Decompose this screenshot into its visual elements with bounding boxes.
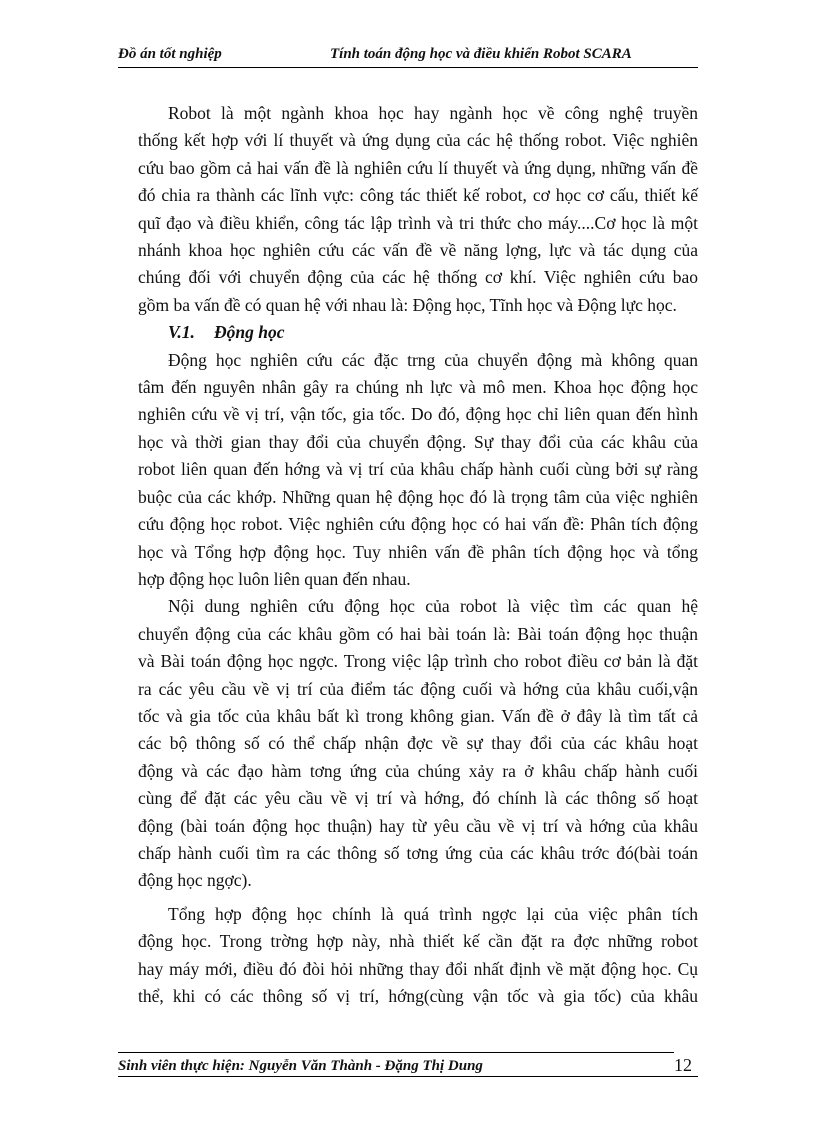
- document-body: [138, 100, 698, 1010]
- page-number: 12: [674, 1055, 692, 1075]
- text-line: động học ngợc).: [138, 870, 252, 891]
- text-line: Nội dung nghiên cứu động học của robot là việc tìm các quan hệ: [168, 596, 698, 617]
- text-line: động và các đạo hàm tơng ứng của chúng xảy ra ở khâu chấp hành cuối: [138, 760, 698, 781]
- text-line: cứu bao gồm cả hai vấn đề là nghiên cứu lí thuyết và ứng dụng, những vấn đề: [138, 157, 698, 178]
- text-line: động học. Trong trờng hợp này, nhà thiết kế cần đặt ra đợc những robot: [138, 931, 698, 952]
- footer-divider: [118, 1052, 674, 1053]
- text-line: thống kết hợp với lí thuyết và ứng dụng của các hệ thống robot. Việc nghiên: [138, 130, 698, 151]
- section-title: Động học: [214, 322, 285, 343]
- text-line: các bộ thông số có thể chấp nhận đợc về sự thay đổi của các khâu hoạt: [138, 733, 698, 754]
- text-line: chúng đối với chuyển động của các hệ thống cơ khí. Việc nghiên cứu bao: [138, 267, 698, 288]
- text-line: cùng để đặt các yêu cầu về vị trí và hớng, đó chính là các thông số hoạt: [138, 788, 698, 809]
- text-line: nghiên cứu về vị trí, vận tốc, gia tốc. Do đó, động học chỉ liên quan đến hình: [138, 404, 698, 425]
- page-header: [118, 46, 698, 68]
- paragraph-content: [138, 593, 698, 894]
- text-line: chuyển động của các khâu gồm có hai bài toán là: Bài toán động học thuận: [138, 623, 698, 644]
- paragraph-synthesis: [138, 901, 698, 1011]
- text-line: Tổng hợp động học chính là quá trình ngợc lại của việc phân tích: [168, 903, 698, 924]
- text-line: động (bài toán động học thuận) hay từ yêu cầu về vị trí và hớng của khâu: [138, 815, 698, 836]
- text-line: buộc của các khớp. Những quan hệ động học đó là trọng tâm của việc nghiên: [138, 486, 698, 507]
- text-line: hợp động học luôn liên quan đến nhau.: [138, 568, 411, 589]
- text-line: ra các yêu cầu về vị trí của điểm tác động cuối và hớng của khâu cuối,vận: [138, 678, 698, 699]
- text-line: học và Tổng hợp động học. Tuy nhiên vấn đề phân tích động học và tổng: [138, 541, 698, 562]
- text-line: tâm đến nguyên nhân gây ra chúng nh lực và mô men. Khoa học động học: [138, 377, 698, 398]
- text-line: Động học nghiên cứu các đặc trng của chuyển động mà không quan: [168, 349, 698, 370]
- text-line: robot liên quan đến hớng và vị trí của khâu chấp hành cuối cùng bởi sự ràng: [138, 459, 698, 480]
- section-number: V.1.: [168, 322, 195, 343]
- paragraph-intro: [138, 100, 698, 319]
- text-line: và Bài toán động học ngợc. Trong việc lập trình cho robot điều cơ bản là đặt: [138, 651, 698, 672]
- header-left-title: Đồ án tốt nghiệp: [118, 46, 222, 62]
- text-line: đó chia ra thành các lĩnh vực: công tác thiết kế robot, cơ học cơ cấu, thiết kế: [138, 185, 698, 206]
- section-heading: [168, 319, 698, 346]
- text-line: hay máy mới, điều đó đòi hỏi những thay đổi nhất định về mặt động học. Cụ: [138, 958, 698, 979]
- text-line: chấp hành cuối tìm ra các thông số tơng ứng của các khâu trớc đó(bài toán: [138, 842, 698, 863]
- text-line: cứu động học robot. Việc nghiên cứu động học có hai vấn đề: Phân tích động: [138, 514, 698, 535]
- paragraph-kinematics: [138, 347, 698, 594]
- page-footer: [118, 1055, 698, 1075]
- text-line: nhánh khoa học nghiên cứu các vấn đề về năng lợng, lực và tác dụng của: [138, 240, 698, 261]
- footer-bottom-rule: [118, 1076, 698, 1077]
- footer-authors: Sinh viên thực hiện: Nguyễn Văn Thành - Đặng Thị Dung: [118, 1058, 483, 1074]
- text-line: gồm ba vấn đề có quan hệ với nhau là: Động học, Tĩnh học và Động lực học.: [138, 294, 677, 315]
- text-line: Robot là một ngành khoa học hay ngành học về công nghệ truyền: [168, 103, 698, 123]
- text-line: thể, khi có các thông số vị trí, hớng(cùng vận tốc và gia tốc) của khâu: [138, 986, 698, 1006]
- text-line: học và thời gian thay đổi của chuyển động. Sự thay đổi của các khâu của: [138, 431, 698, 452]
- text-line: tốc và gia tốc của khâu bất kì trong không gian. Vấn đề ở đây là tìm tất cả: [138, 705, 698, 726]
- text-line: quĩ đạo và điều khiển, công tác lập trình và tri thức cho máy....Cơ học là một: [138, 212, 698, 233]
- header-right-title: Tính toán động học và điều khiển Robot SCARA: [330, 46, 632, 62]
